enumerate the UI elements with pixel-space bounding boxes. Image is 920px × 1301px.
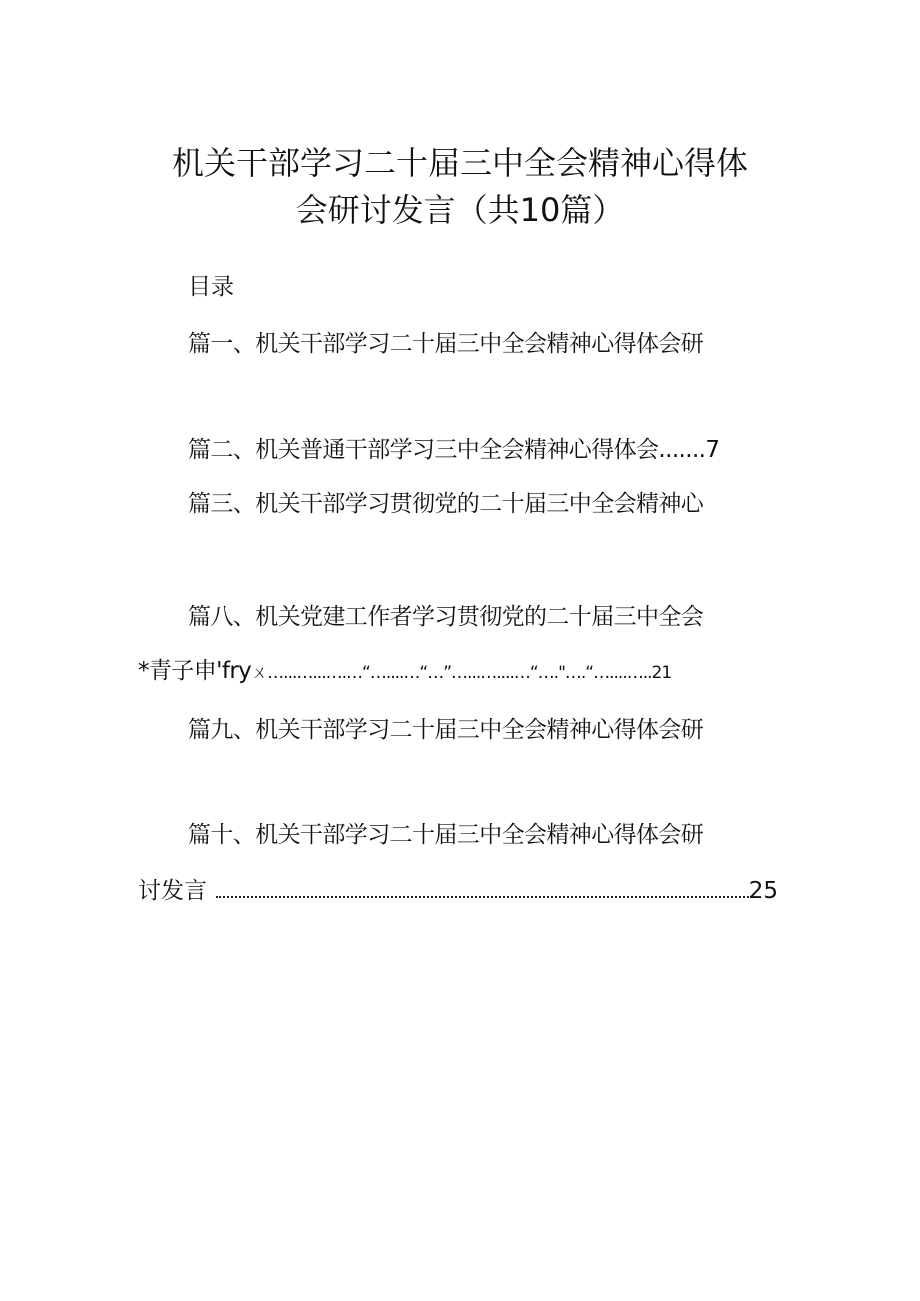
- document-title-line2: 会研讨发言（共10篇）: [295, 191, 625, 229]
- toc-entry-10[interactable]: 篇十、机关干部学习二十届三中全会精神心得体会研: [188, 822, 704, 848]
- garbled-leader: ㄨ…...…...….…“…....…“…”…...…....…“…."….“…....…..21: [251, 663, 672, 683]
- toc-entry-1[interactable]: 篇一、机关干部学习二十届三中全会精神心得体会研: [188, 331, 704, 357]
- toc-entry-8[interactable]: 篇八、机关党建工作者学习贯彻党的二十届三中全会: [188, 604, 704, 630]
- entry-text: 讨发言: [138, 878, 207, 904]
- dot-leader: [216, 896, 752, 898]
- toc-entry-9[interactable]: 篇九、机关干部学习二十届三中全会精神心得体会研: [188, 717, 704, 743]
- toc-entry-10-continuation[interactable]: [138, 876, 778, 906]
- toc-entry-2[interactable]: 篇二、机关普通干部学习三中全会精神心得体会.......7: [188, 437, 720, 463]
- toc-heading: 目录: [188, 274, 234, 300]
- toc-entry-3[interactable]: 篇三、机关干部学习贯彻党的二十届三中全会精神心: [188, 491, 704, 517]
- page-number: 25: [748, 878, 778, 904]
- document-title-line1: 机关干部学习二十届三中全会精神心得体: [171, 144, 748, 182]
- toc-entry-8-continuation[interactable]: [138, 656, 671, 688]
- garbled-text: *青子申'fry: [138, 658, 252, 684]
